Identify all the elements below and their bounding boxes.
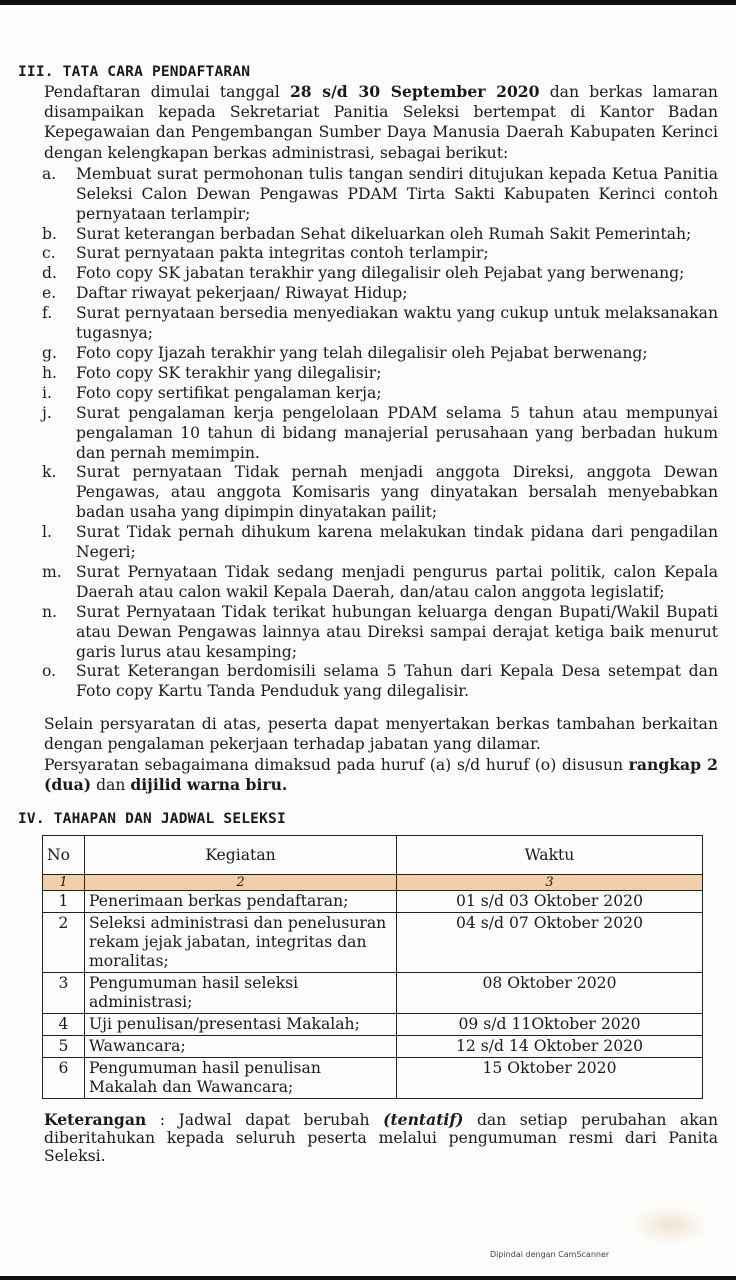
extra-documents-paragraph: Selain persyaratan di atas, peserta dapat menyertakan berkas tambahan berkaitan dengan pengalaman pekerjaan terhadap jabatan yang dilamar.: [44, 715, 718, 754]
table-row: 6 Pengumuman hasil penulisan Makalah dan Wawancara; 15 Oktober 2020: [43, 1058, 703, 1099]
list-item: h. Foto copy SK terakhir yang dilegalisir;: [42, 363, 382, 382]
list-item: l. Surat Tidak pernah dihukum karena melakukan tindak pidana dari pengadilan Negeri;: [42, 523, 718, 562]
list-item: a. Membuat surat permohonan tulis tangan sendiri ditujukan kepada Ketua Panitia Seleksi Calon Dewan Pengawas PDAM Tirta Sakti Kabupaten Kerinci contoh pernyataan terlampir;: [42, 164, 718, 223]
schedule-table: [42, 835, 703, 1099]
section-3-intro: Pendaftaran dimulai tanggal 28 s/d 30 September 2020 dan berkas lamaran disampaikan kepada Sekretariat Panitia Seleksi bertempat di Kantor Badan Kepegawaian dan Pengembangan Sumber Daya Manusia Daerah Kabupaten Kerinci dengan kelengkapan berkas administrasi, sebagai berikut:: [44, 82, 718, 162]
header-waktu: Waktu: [397, 836, 703, 875]
table-row: 2 Seleksi administrasi dan penelusuran rekam jejak jabatan, integritas dan moralitas; 04 s/d 07 Oktober 2020: [43, 913, 703, 973]
document-page: [18, 62, 718, 1165]
list-item: d. Foto copy SK jabatan terakhir yang dilegalisir oleh Pejabat yang berwenang;: [42, 264, 685, 283]
list-item: g. Foto copy Ijazah terakhir yang telah dilegalisir oleh Pejabat berwenang;: [42, 343, 648, 362]
list-item: k. Surat pernyataan Tidak pernah menjadi anggota Direksi, anggota Dewan Pengawas, atau anggota Komisaris yang dinyatakan bersalah menyebabkan badan usaha yang dipimpin dinyatakan pailit;: [42, 463, 718, 522]
list-item: o. Surat Keterangan berdomisili selama 5 Tahun dari Kepala Desa setempat dan Foto copy Kartu Tanda Penduduk yang dilegalisir.: [42, 662, 718, 701]
list-item: f. Surat pernyataan bersedia menyediakan waktu yang cukup untuk melaksanakan tugasnya;: [42, 304, 718, 343]
header-no: No: [43, 836, 85, 875]
bottom-edge: [0, 1276, 736, 1280]
top-edge: [0, 0, 736, 5]
list-item: n. Surat Pernyataan Tidak terikat hubungan keluarga dengan Bupati/Wakil Bupati atau Dewan Pengawas lainnya atau Direksi sampai derajat ketiga baik menurut garis lurus atau kesamping;: [42, 602, 718, 661]
list-item: b. Surat keterangan berbadan Sehat dikeluarkan oleh Rumah Sakit Pemerintah;: [42, 224, 692, 243]
section-4-title: IV. TAHAPAN DAN JADWAL SELEKSI: [18, 811, 286, 828]
table-header-row: [43, 836, 703, 875]
table-row: 5 Wawancara; 12 s/d 14 Oktober 2020: [43, 1036, 703, 1058]
section-3-title: III. TATA CARA PENDAFTARAN: [18, 64, 251, 80]
table-row: 4 Uji penulisan/presentasi Makalah; 09 s/d 11Oktober 2020: [43, 1014, 703, 1036]
schedule-note: Keterangan : Jadwal dapat berubah (tentatif) dan setiap perubahan akan diberitahukan kepada seluruh peserta melalui pengumuman resmi dari Panita Seleksi.: [44, 1110, 718, 1166]
table-row: 1 Penerimaan berkas pendaftaran; 01 s/d 03 Oktober 2020: [43, 891, 703, 913]
list-item: e. Daftar riwayat pekerjaan/ Riwayat Hidup;: [42, 284, 408, 303]
list-item: c. Surat pernyataan pakta integritas contoh terlampir;: [42, 244, 489, 263]
header-kegiatan: Kegiatan: [85, 836, 397, 875]
requirements-list: [18, 165, 718, 702]
format-paragraph: Persyaratan sebagaimana dimaksud pada huruf (a) s/d huruf (o) disusun rangkap 2 (dua) dan dijilid warna biru.: [44, 754, 719, 794]
list-item: j. Surat pengalaman kerja pengelolaan PDAM selama 5 tahun atau mempunyai pengalaman 10 tahun di bidang manajerial perusahaan yang berbadan hukum dan pernah memimpin.: [42, 403, 718, 462]
table-row: 3 Pengumuman hasil seleksi administrasi; 08 Oktober 2020: [43, 973, 703, 1014]
list-item: i. Foto copy sertifikat pengalaman kerja;: [42, 383, 382, 402]
list-item: m. Surat Pernyataan Tidak sedang menjadi pengurus partai politik, calon Kepala Daerah atau calon wakil Kepala Daerah, dan/atau calon anggota legislatif;: [42, 562, 718, 601]
scan-smudge: [630, 1205, 710, 1245]
column-number-row: 1 2 3: [43, 875, 703, 891]
scanner-watermark: Dipindai dengan CamScanner: [490, 1250, 610, 1259]
